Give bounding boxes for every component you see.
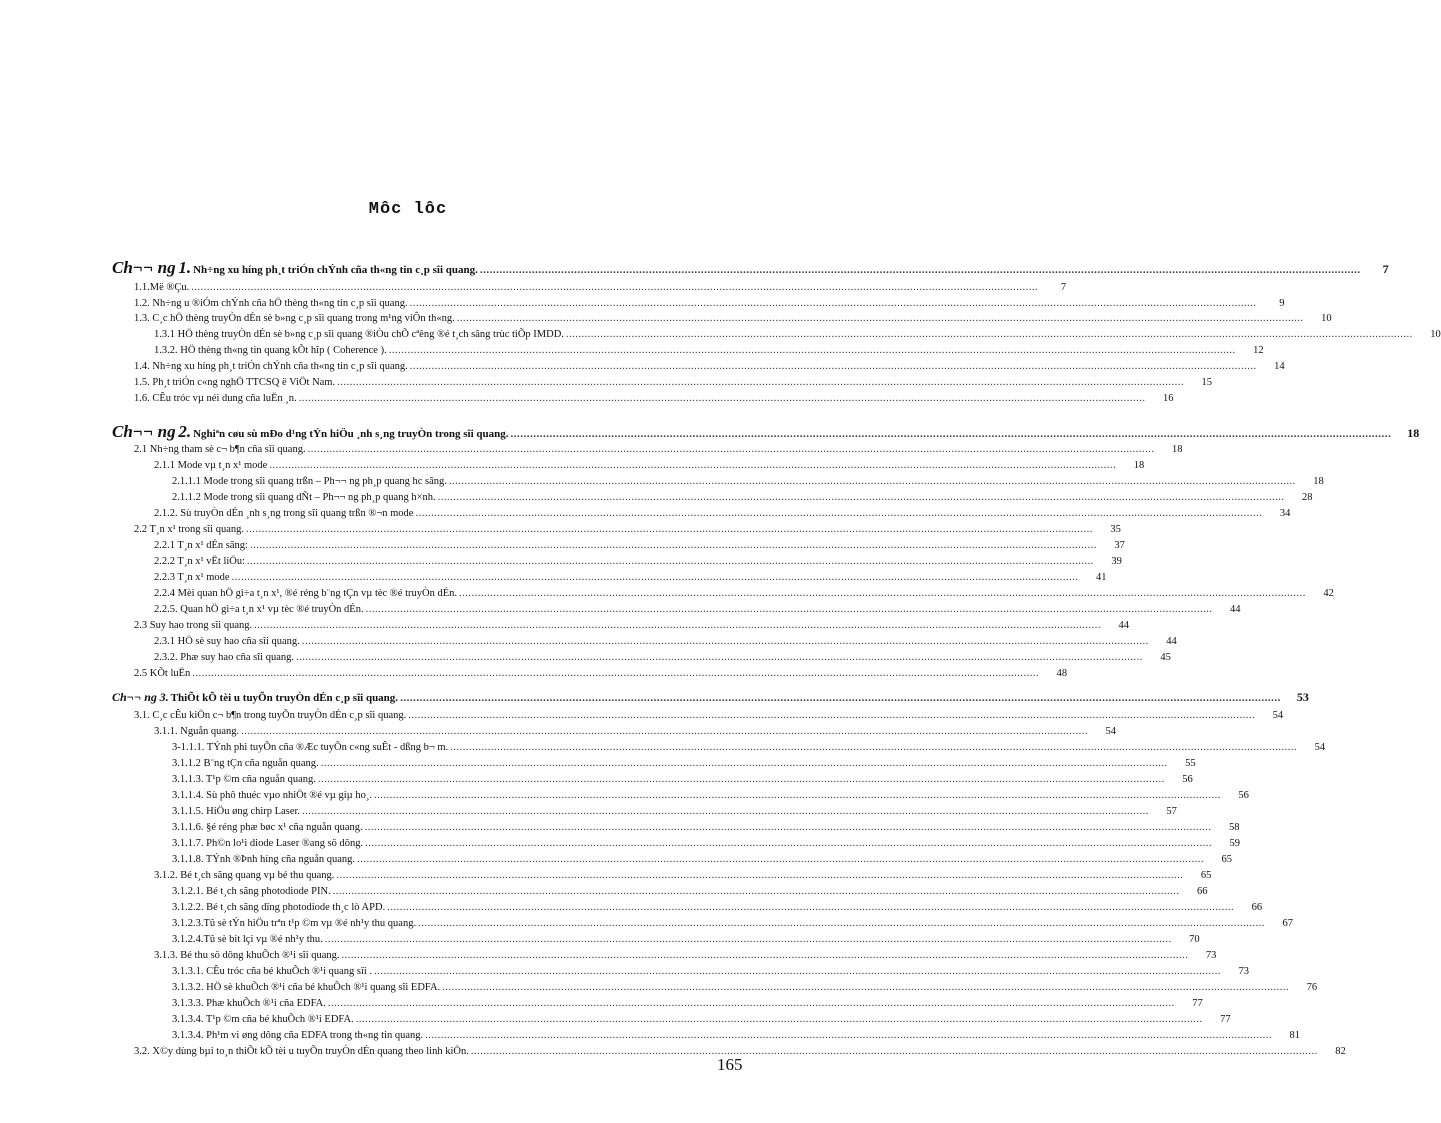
page-ref: 10 xyxy=(1430,329,1441,340)
dot-leader xyxy=(342,950,1189,961)
toc-entry[interactable] xyxy=(154,572,1107,583)
toc-entry[interactable] xyxy=(154,460,1145,471)
dot-leader xyxy=(308,444,1155,455)
page-ref: 44 xyxy=(1229,604,1241,615)
toc-entry[interactable] xyxy=(172,918,1293,929)
entry-text: 3.1.3.4. T¹p ©m cña bé khuÕch ®¹i EDFA. xyxy=(172,1014,354,1025)
entry-text: 1.6. CÊu tróc vµ néi dung cña luËn ¸n. xyxy=(134,393,297,404)
toc-entry[interactable] xyxy=(134,393,1174,404)
dot-leader xyxy=(318,774,1165,785)
entry-text: 3.1.2.1. Bé t¸ch sãng photodiode PIN. xyxy=(172,886,331,897)
entry-text: 3.1. C¸c cÊu kiÖn c¬ b¶n trong tuyÕn truyÒn dÉn c¸p sîi quang. xyxy=(134,710,407,721)
toc-entry[interactable] xyxy=(172,790,1249,801)
page-ref: 54 xyxy=(1272,710,1284,721)
dot-leader xyxy=(302,636,1149,647)
toc-entry[interactable] xyxy=(134,282,1067,293)
toc-entry[interactable] xyxy=(134,668,1068,679)
entry-text: 1.3.1 HÖ thèng truyÒn dÉn sè b»ng c¸p sîi quang ®iÒu chÕ cªêng ®é t¸ch sãng trùc tiÕp IMDD. xyxy=(154,329,564,340)
toc-entry[interactable] xyxy=(172,774,1193,785)
page-ref: 14 xyxy=(1274,361,1285,372)
dot-leader xyxy=(450,742,1297,753)
dot-leader xyxy=(442,982,1289,993)
entry-text: 2.2.2 T¸n x¹ vËt liÖu: xyxy=(154,556,246,567)
page-ref: 44 xyxy=(1166,636,1177,647)
page-ref: 81 xyxy=(1289,1030,1301,1041)
entry-text: 3.1.3.4. Ph¹m vi øng dông cña EDFA trong th«ng tin quang. xyxy=(172,1030,424,1041)
chapter-title: ThiÕt kÕ tèi u tuyÕn truyÒn dÉn c¸p sîi quang. xyxy=(170,692,399,704)
dot-leader xyxy=(566,329,1413,340)
toc-entry[interactable] xyxy=(154,329,1441,340)
entry-text: 2.2.4 Mèi quan hÖ gi÷a t¸n x¹, ®é réng b¨ng tÇn vµ tèc ®é truyÒn dÉn. xyxy=(154,588,457,599)
page-ref: 56 xyxy=(1182,774,1193,785)
toc-entry[interactable] xyxy=(154,556,1122,567)
dot-leader xyxy=(410,298,1257,309)
dot-leader xyxy=(365,838,1212,849)
page-ref: 7 xyxy=(1382,262,1389,276)
dot-leader xyxy=(389,345,1236,356)
page-ref: 45 xyxy=(1160,652,1171,663)
dot-leader xyxy=(191,282,1038,293)
dot-leader xyxy=(333,886,1180,897)
page-ref: 65 xyxy=(1200,870,1212,881)
toc-entry[interactable] xyxy=(134,710,1284,721)
page-ref: 41 xyxy=(1095,572,1107,583)
dot-leader xyxy=(296,652,1143,663)
page-ref: 35 xyxy=(1110,524,1121,535)
dot-leader xyxy=(254,620,1101,631)
toc-entry[interactable] xyxy=(154,652,1171,663)
entry-text: 2.2.1 T¸n x¹ dÉn sãng: xyxy=(154,540,248,551)
dot-leader xyxy=(232,572,1079,583)
dot-leader xyxy=(374,790,1221,801)
chapter-title: Nghiªn cøu sù mÐo d¹ng tÝn hiÖu ¸nh s¸ng truyÒn trong sîi quang. xyxy=(193,428,509,440)
entry-text: 1.5. Ph¸t triÓn c«ng nghÖ TTCSQ ë ViÖt Nam. xyxy=(134,377,336,388)
dot-leader xyxy=(459,588,1306,599)
toc-entry[interactable] xyxy=(172,934,1200,945)
toc-entry[interactable] xyxy=(172,886,1208,897)
page-ref: 48 xyxy=(1056,668,1068,679)
toc-entry[interactable] xyxy=(172,854,1232,865)
entry-text: 3.1.3.1. CÊu tróc cña bé khuÕch ®¹i quang sîi . xyxy=(172,966,373,977)
entry-text: 2.2.3 T¸n x¹ mode xyxy=(154,572,230,583)
toc-entry[interactable] xyxy=(134,444,1183,455)
page-ref: 54 xyxy=(1105,726,1117,737)
dot-leader xyxy=(325,934,1172,945)
chapter-heading[interactable] xyxy=(112,258,1389,278)
page-ref: 18 xyxy=(1171,444,1183,455)
entry-text: 1.1.Më ®Çu. xyxy=(134,282,190,293)
toc-entry[interactable] xyxy=(154,508,1291,519)
entry-text: 3.1.2.3.Tû sè tÝn hiÖu trªn t¹p ©m vµ ®é nh¹y thu quang. xyxy=(172,918,417,929)
page-ref: 55 xyxy=(1185,758,1196,769)
page-ref: 70 xyxy=(1189,934,1200,945)
chapter-number: 2. xyxy=(178,422,192,441)
page-ref: 82 xyxy=(1335,1046,1346,1057)
entry-text: 2.1.1.1 Mode trong sîi quang trßn – Ph¬¬ ng ph¸p quang hc sãng. xyxy=(172,476,447,487)
dot-leader xyxy=(321,758,1168,769)
entry-text: 2.5 KÕt luËn xyxy=(134,668,191,679)
page-ref: 58 xyxy=(1229,822,1240,833)
toc-entry[interactable] xyxy=(172,1014,1231,1025)
toc-entry[interactable] xyxy=(172,476,1324,487)
toc-entry[interactable] xyxy=(154,950,1217,961)
page-ref: 44 xyxy=(1118,620,1129,631)
page-ref: 67 xyxy=(1282,918,1293,929)
dot-leader xyxy=(241,726,1088,737)
dot-leader xyxy=(366,604,1213,615)
toc-entry[interactable] xyxy=(134,361,1285,372)
dot-leader xyxy=(365,822,1212,833)
dot-leader xyxy=(336,870,1183,881)
toc-entry[interactable] xyxy=(154,726,1117,737)
page-ref: 18 xyxy=(1313,476,1324,487)
toc-entry[interactable] xyxy=(154,870,1212,881)
page-ref: 7 xyxy=(1060,282,1067,293)
entry-text: 3.1.1.6. §é réng phæ bøc x¹ cña nguån quang. xyxy=(172,822,363,833)
entry-text: 2.1.1.2 Mode trong sîi quang dÑt – Ph¬¬ ng ph¸p quang h×nh. xyxy=(172,492,436,503)
toc-entry[interactable] xyxy=(172,838,1241,849)
entry-text: 2.1.1 Mode vµ t¸n x¹ mode xyxy=(154,460,268,471)
entry-text: 2.3 Suy hao trong sîi quang. xyxy=(134,620,253,631)
page-ref: 42 xyxy=(1323,588,1334,599)
entry-text: 1.3.2. HÖ thèng th«ng tin quang kÕt hîp ( Coherence ). xyxy=(154,345,387,356)
entry-text: 1.2. Nh÷ng u ®iÓm chÝnh cña hÖ thèng th«ng tin c¸p sîi quang. xyxy=(134,298,408,309)
toc-entry[interactable] xyxy=(154,588,1334,599)
page-ref: 16 xyxy=(1163,393,1174,404)
toc-entry[interactable] xyxy=(172,822,1240,833)
chapter-title: Nh÷ng xu híng ph¸t triÓn chÝnh cña th«ng tin c¸p sîi quang. xyxy=(193,264,478,276)
entry-text: 3.1.3.2. HÖ sè khuÕch ®¹i cña bé khuÕch ®¹i quang sîi EDFA. xyxy=(172,982,441,993)
page-ref: 37 xyxy=(1114,540,1125,551)
page-ref: 53 xyxy=(1296,690,1309,704)
entry-text: 3-1.1.1. TÝnh phi tuyÕn cña ®Æc tuyÕn c«ng suÊt - dßng b¬ m. xyxy=(172,742,449,753)
toc-entry[interactable] xyxy=(154,636,1177,647)
dot-leader xyxy=(250,540,1097,551)
dot-leader xyxy=(387,902,1234,913)
page-ref: 59 xyxy=(1229,838,1241,849)
toc-entry[interactable] xyxy=(172,1030,1301,1041)
dot-leader xyxy=(449,476,1296,487)
dot-leader xyxy=(400,692,1281,704)
entry-text: 3.1.1.5. HiÖu øng chirp Laser. xyxy=(172,806,301,817)
page-ref: 18 xyxy=(1407,426,1420,440)
dot-leader xyxy=(246,524,1093,535)
toc-entry[interactable] xyxy=(134,298,1285,309)
toc-entry[interactable] xyxy=(172,742,1326,753)
toc-entry[interactable] xyxy=(134,524,1121,535)
page-ref: 39 xyxy=(1111,556,1122,567)
dot-leader xyxy=(425,1030,1272,1041)
page-ref: 15 xyxy=(1201,377,1212,388)
toc-entry[interactable] xyxy=(172,982,1318,993)
page-ref: 65 xyxy=(1221,854,1232,865)
entry-text: 3.1.1.2 B¨ng tÇn cña nguån quang. xyxy=(172,758,319,769)
toc-entry[interactable] xyxy=(154,345,1264,356)
dot-leader xyxy=(418,918,1265,929)
chapter-heading[interactable] xyxy=(112,690,1309,705)
entry-text: 3.1.3. Bé thu sö dông khuÕch ®¹i sîi quang. xyxy=(154,950,340,961)
dot-leader xyxy=(299,393,1146,404)
page-ref: 12 xyxy=(1253,345,1264,356)
toc-entry[interactable] xyxy=(154,540,1125,551)
dot-leader xyxy=(410,361,1257,372)
chapter-word: Ch¬¬ ng xyxy=(112,422,176,441)
entry-text: 1.3. C¸c hÖ thèng truyÒn dÉn sè b»ng c¸p sîi quang trong m¹ng viÔn th«ng. xyxy=(134,313,455,324)
entry-text: 3.2. X©y dùng bµi to¸n thiÕt kÕ tèi u tuyÕn truyÒn dÉn quang theo linh kiÖn. xyxy=(134,1046,469,1057)
chapter-heading[interactable] xyxy=(112,422,1420,442)
entry-text: 2.3.2. Phæ suy hao cña sîi quang. xyxy=(154,652,294,663)
dot-leader xyxy=(415,508,1262,519)
page-title: Môc lôc xyxy=(368,200,448,219)
dot-leader xyxy=(471,1046,1318,1057)
page-ref: 57 xyxy=(1166,806,1177,817)
dot-leader xyxy=(511,428,1392,440)
entry-text: 3.1.1.4. Sù phô thuéc vµo nhiÖt ®é vµ giµ ho¸. xyxy=(172,790,372,801)
entry-text: 2.3.1 HÖ sè suy hao cña sîi quang. xyxy=(154,636,300,647)
page-ref: 18 xyxy=(1133,460,1145,471)
toc-entry[interactable] xyxy=(134,1046,1346,1057)
dot-leader xyxy=(192,668,1039,679)
dot-leader xyxy=(269,460,1116,471)
entry-text: 3.1.1.8. TÝnh ®Þnh híng cña nguån quang. xyxy=(172,854,356,865)
entry-text: 2.2 T¸n x¹ trong sîi quang. xyxy=(134,524,244,535)
dot-leader xyxy=(302,806,1149,817)
dot-leader xyxy=(438,492,1285,503)
entry-text: 3.1.1.3. T¹p ©m cña nguån quang. xyxy=(172,774,316,785)
page-ref: 73 xyxy=(1205,950,1217,961)
page-ref: 34 xyxy=(1279,508,1291,519)
entry-text: 3.1.2.4.Tû sè bit lçi vµ ®é nh¹y thu. xyxy=(172,934,323,945)
dot-leader xyxy=(356,1014,1203,1025)
page-ref: 56 xyxy=(1238,790,1249,801)
dot-leader xyxy=(408,710,1255,721)
page-ref: 54 xyxy=(1314,742,1326,753)
page-ref: 77 xyxy=(1220,1014,1231,1025)
dot-leader xyxy=(457,313,1304,324)
dot-leader xyxy=(328,998,1175,1009)
chapter-number: 1. xyxy=(178,258,192,277)
entry-text: 3.1.1. Nguån quang. xyxy=(154,726,240,737)
chapter-number: 3. xyxy=(159,690,169,704)
toc-entry[interactable] xyxy=(134,377,1212,388)
page-ref: 28 xyxy=(1302,492,1313,503)
page-number: 165 xyxy=(717,1055,743,1074)
toc-entry[interactable] xyxy=(134,620,1129,631)
entry-text: 2.1 Nh÷ng tham sè c¬ b¶n cña sîi quang. xyxy=(134,444,306,455)
entry-text: 2.1.2. Sù truyÒn dÉn ¸nh s¸ng trong sîi quang trßn ®¬n mode xyxy=(154,508,414,519)
dot-leader xyxy=(357,854,1204,865)
toc-entry[interactable] xyxy=(134,313,1332,324)
toc-entry[interactable] xyxy=(172,902,1263,913)
toc-entry[interactable] xyxy=(172,806,1177,817)
page-ref: 10 xyxy=(1321,313,1332,324)
toc-entry[interactable] xyxy=(154,604,1241,615)
page-ref: 77 xyxy=(1192,998,1203,1009)
page-ref: 76 xyxy=(1306,982,1318,993)
toc-entry[interactable] xyxy=(172,492,1313,503)
chapter-word: Ch¬¬ ng xyxy=(112,690,157,704)
entry-text: 1.4. Nh÷ng xu híng ph¸t triÓn chÝnh cña th«ng tin c¸p sîi quang. xyxy=(134,361,408,372)
chapter-word: Ch¬¬ ng xyxy=(112,258,176,277)
dot-leader xyxy=(337,377,1184,388)
page-ref: 66 xyxy=(1197,886,1208,897)
dot-leader xyxy=(374,966,1221,977)
dot-leader xyxy=(247,556,1094,567)
toc-entry[interactable] xyxy=(172,966,1249,977)
page-ref: 73 xyxy=(1238,966,1249,977)
entry-text: 3.1.2. Bé t¸ch sãng quang vµ bé thu quang. xyxy=(154,870,335,881)
entry-text: 3.1.2.2. Bé t¸ch sãng dïng photodiode th¸c lò APD. xyxy=(172,902,386,913)
entry-text: 3.1.1.7. Ph©n lo¹i diode Laser ®ang sö dông. xyxy=(172,838,364,849)
entry-text: 3.1.3.3. Phæ khuÕch ®¹i cña EDFA. xyxy=(172,998,326,1009)
toc-entry[interactable] xyxy=(172,998,1203,1009)
dot-leader xyxy=(480,264,1361,276)
entry-text: 2.2.5. Quan hÖ gi÷a t¸n x¹ vµ tèc ®é truyÒn dÉn. xyxy=(154,604,364,615)
page-ref: 9 xyxy=(1279,298,1285,309)
page-ref: 66 xyxy=(1251,902,1263,913)
toc-entry[interactable] xyxy=(172,758,1196,769)
